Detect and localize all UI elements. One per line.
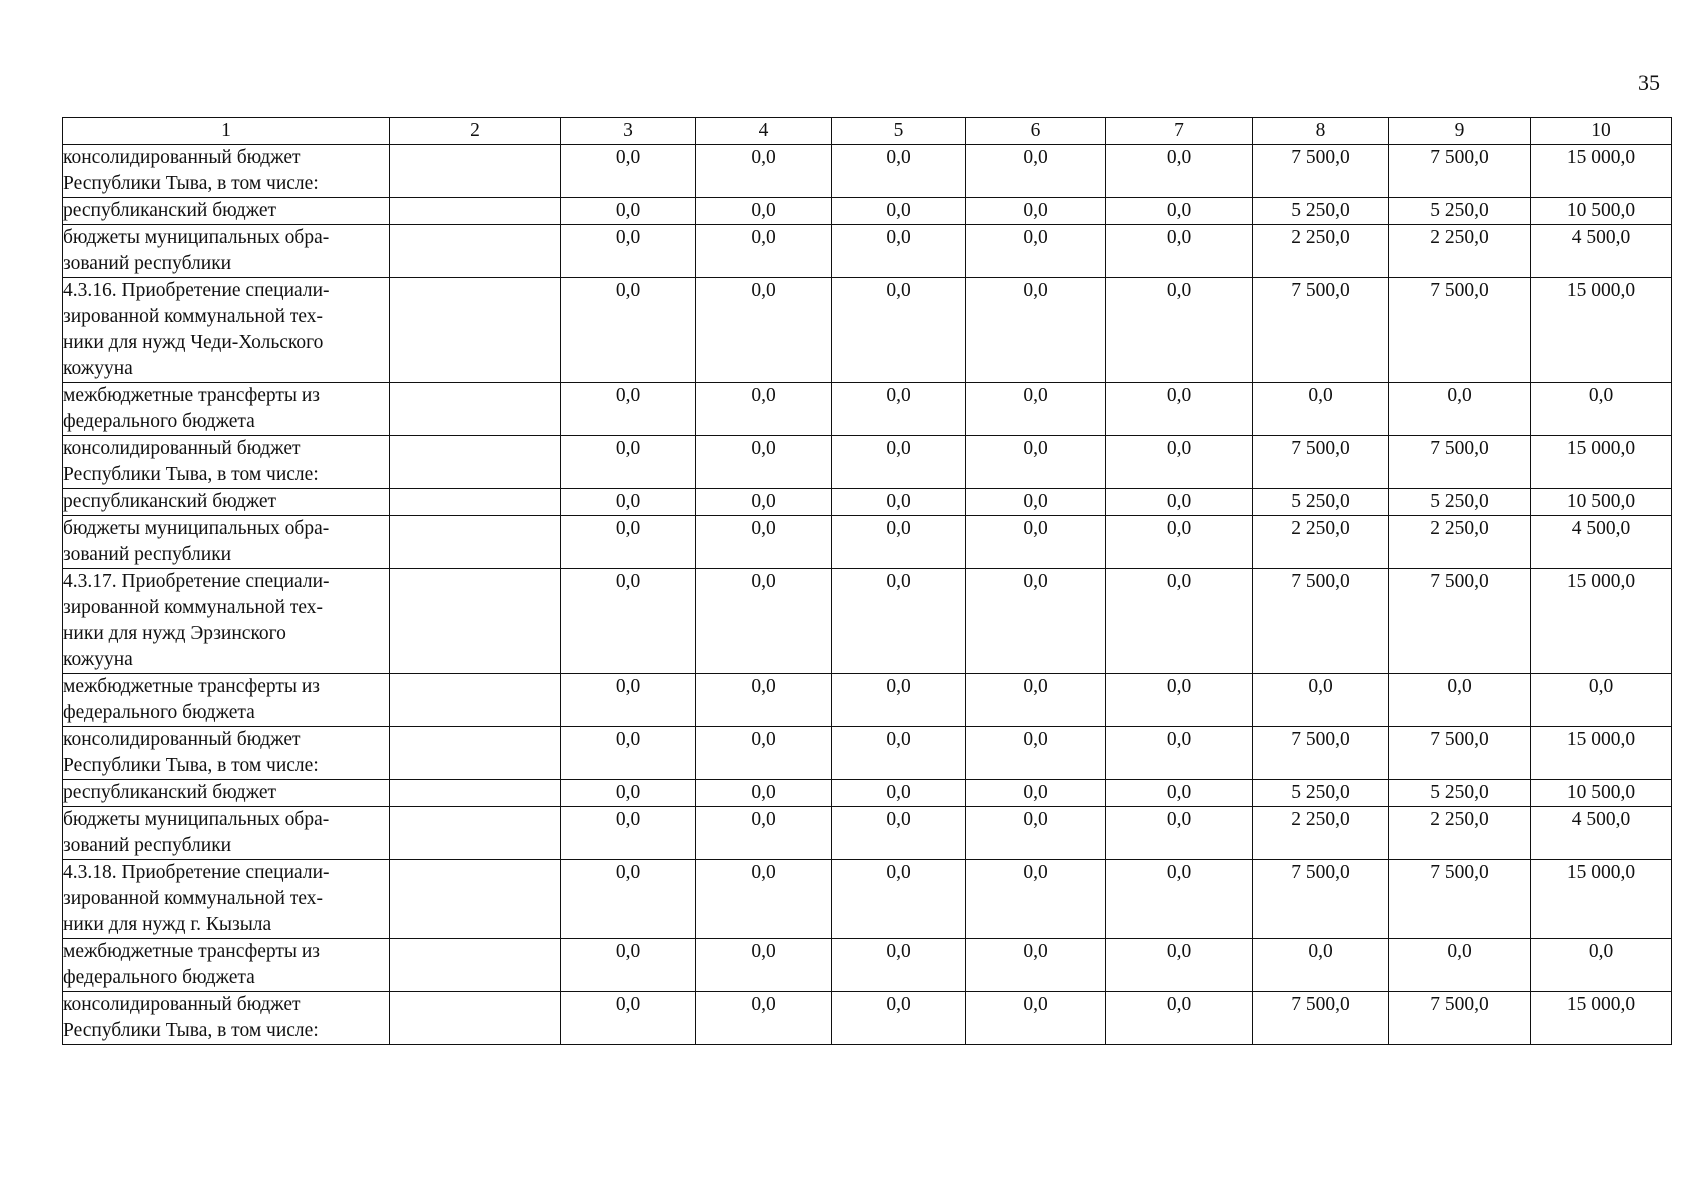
- value-cell: 7 500,0: [1253, 992, 1389, 1045]
- column-2-cell: [390, 225, 561, 278]
- table-row: [63, 674, 1672, 727]
- value-cell: 0,0: [966, 860, 1106, 939]
- row-description: 4.3.18. Приобретение специали- зированной коммунальной тех- ники для нужд г. Кызыла: [63, 860, 390, 939]
- value-cell: 15 000,0: [1531, 145, 1672, 198]
- table-row: [63, 860, 1672, 939]
- table-row: [63, 198, 1672, 225]
- value-cell: 0,0: [1106, 145, 1253, 198]
- value-cell: 0,0: [561, 780, 696, 807]
- value-cell: 0,0: [966, 516, 1106, 569]
- value-cell: 0,0: [1106, 860, 1253, 939]
- value-cell: 7 500,0: [1253, 278, 1389, 383]
- value-cell: 0,0: [966, 225, 1106, 278]
- row-description: республиканский бюджет: [63, 489, 390, 516]
- value-cell: 7 500,0: [1253, 436, 1389, 489]
- value-cell: 0,0: [696, 860, 832, 939]
- value-cell: 0,0: [832, 145, 966, 198]
- value-cell: 2 250,0: [1389, 516, 1531, 569]
- value-cell: 0,0: [561, 807, 696, 860]
- value-cell: 5 250,0: [1253, 198, 1389, 225]
- column-header: 6: [966, 118, 1106, 145]
- value-cell: 0,0: [1253, 939, 1389, 992]
- value-cell: 0,0: [832, 569, 966, 674]
- value-cell: 0,0: [1106, 489, 1253, 516]
- value-cell: 0,0: [696, 436, 832, 489]
- table-row: [63, 383, 1672, 436]
- value-cell: 7 500,0: [1253, 145, 1389, 198]
- value-cell: 0,0: [696, 489, 832, 516]
- value-cell: 0,0: [966, 198, 1106, 225]
- column-2-cell: [390, 727, 561, 780]
- value-cell: 0,0: [696, 807, 832, 860]
- row-description: 4.3.16. Приобретение специали- зированной коммунальной тех- ники для нужд Чеди-Хольского кожууна: [63, 278, 390, 383]
- row-description: консолидированный бюджет Республики Тыва, в том числе:: [63, 145, 390, 198]
- value-cell: 0,0: [561, 939, 696, 992]
- value-cell: 5 250,0: [1389, 198, 1531, 225]
- value-cell: 0,0: [696, 569, 832, 674]
- value-cell: 7 500,0: [1253, 569, 1389, 674]
- column-2-cell: [390, 436, 561, 489]
- value-cell: 0,0: [1106, 939, 1253, 992]
- value-cell: 0,0: [1531, 674, 1672, 727]
- value-cell: 15 000,0: [1531, 860, 1672, 939]
- column-2-cell: [390, 383, 561, 436]
- row-description: межбюджетные трансферты из федерального бюджета: [63, 939, 390, 992]
- value-cell: 0,0: [832, 436, 966, 489]
- value-cell: 7 500,0: [1389, 569, 1531, 674]
- value-cell: 10 500,0: [1531, 198, 1672, 225]
- value-cell: 2 250,0: [1253, 225, 1389, 278]
- value-cell: 0,0: [832, 674, 966, 727]
- value-cell: 4 500,0: [1531, 225, 1672, 278]
- value-cell: 0,0: [696, 939, 832, 992]
- value-cell: 0,0: [966, 436, 1106, 489]
- value-cell: 0,0: [696, 516, 832, 569]
- value-cell: 7 500,0: [1389, 860, 1531, 939]
- row-description: консолидированный бюджет Республики Тыва, в том числе:: [63, 436, 390, 489]
- value-cell: 0,0: [561, 383, 696, 436]
- column-2-cell: [390, 569, 561, 674]
- value-cell: 5 250,0: [1253, 489, 1389, 516]
- row-description: межбюджетные трансферты из федерального бюджета: [63, 383, 390, 436]
- value-cell: 0,0: [696, 780, 832, 807]
- value-cell: 0,0: [561, 674, 696, 727]
- column-2-cell: [390, 674, 561, 727]
- value-cell: 0,0: [1389, 674, 1531, 727]
- value-cell: 0,0: [1531, 939, 1672, 992]
- value-cell: 7 500,0: [1253, 860, 1389, 939]
- value-cell: 0,0: [832, 225, 966, 278]
- header-row: [63, 118, 1672, 145]
- column-header: 3: [561, 118, 696, 145]
- column-header: 1: [63, 118, 390, 145]
- value-cell: 0,0: [696, 145, 832, 198]
- value-cell: 0,0: [1253, 674, 1389, 727]
- value-cell: 0,0: [561, 569, 696, 674]
- column-header: 4: [696, 118, 832, 145]
- value-cell: 0,0: [832, 807, 966, 860]
- value-cell: 7 500,0: [1389, 278, 1531, 383]
- value-cell: 7 500,0: [1253, 727, 1389, 780]
- column-2-cell: [390, 992, 561, 1045]
- value-cell: 0,0: [561, 992, 696, 1045]
- value-cell: 0,0: [1106, 436, 1253, 489]
- value-cell: 0,0: [966, 727, 1106, 780]
- value-cell: 0,0: [966, 145, 1106, 198]
- value-cell: 0,0: [1106, 992, 1253, 1045]
- value-cell: 0,0: [561, 489, 696, 516]
- value-cell: 0,0: [832, 383, 966, 436]
- value-cell: 2 250,0: [1389, 225, 1531, 278]
- column-header: 9: [1389, 118, 1531, 145]
- table-row: [63, 436, 1672, 489]
- table-row: [63, 489, 1672, 516]
- row-description: 4.3.17. Приобретение специали- зированной коммунальной тех- ники для нужд Эрзинского кожууна: [63, 569, 390, 674]
- table-row: [63, 145, 1672, 198]
- value-cell: 0,0: [696, 992, 832, 1045]
- value-cell: 0,0: [966, 939, 1106, 992]
- value-cell: 0,0: [1106, 278, 1253, 383]
- value-cell: 0,0: [1106, 198, 1253, 225]
- value-cell: 0,0: [696, 225, 832, 278]
- value-cell: 0,0: [966, 780, 1106, 807]
- value-cell: 10 500,0: [1531, 780, 1672, 807]
- value-cell: 0,0: [561, 225, 696, 278]
- value-cell: 4 500,0: [1531, 807, 1672, 860]
- table-row: [63, 727, 1672, 780]
- column-2-cell: [390, 807, 561, 860]
- value-cell: 0,0: [966, 383, 1106, 436]
- value-cell: 15 000,0: [1531, 992, 1672, 1045]
- column-header: 10: [1531, 118, 1672, 145]
- value-cell: 5 250,0: [1389, 489, 1531, 516]
- value-cell: 0,0: [832, 198, 966, 225]
- value-cell: 0,0: [1531, 383, 1672, 436]
- value-cell: 0,0: [1106, 569, 1253, 674]
- table-row: [63, 939, 1672, 992]
- value-cell: 0,0: [832, 489, 966, 516]
- value-cell: 2 250,0: [1253, 516, 1389, 569]
- value-cell: 0,0: [1106, 780, 1253, 807]
- table-row: [63, 516, 1672, 569]
- table-row: [63, 569, 1672, 674]
- value-cell: 0,0: [696, 278, 832, 383]
- column-2-cell: [390, 939, 561, 992]
- value-cell: 7 500,0: [1389, 436, 1531, 489]
- value-cell: 0,0: [832, 278, 966, 383]
- table-row: [63, 780, 1672, 807]
- value-cell: 0,0: [1253, 383, 1389, 436]
- table-row: [63, 992, 1672, 1045]
- budget-table: [62, 117, 1672, 1045]
- row-description: бюджеты муниципальных обра- зований республики: [63, 807, 390, 860]
- value-cell: 7 500,0: [1389, 992, 1531, 1045]
- column-header: 2: [390, 118, 561, 145]
- column-2-cell: [390, 489, 561, 516]
- row-description: консолидированный бюджет Республики Тыва, в том числе:: [63, 727, 390, 780]
- value-cell: 5 250,0: [1389, 780, 1531, 807]
- value-cell: 0,0: [832, 780, 966, 807]
- value-cell: 0,0: [1106, 516, 1253, 569]
- value-cell: 0,0: [966, 992, 1106, 1045]
- table-body: [63, 145, 1672, 1045]
- column-2-cell: [390, 516, 561, 569]
- value-cell: 0,0: [561, 145, 696, 198]
- table-row: [63, 225, 1672, 278]
- table-row: [63, 278, 1672, 383]
- value-cell: 7 500,0: [1389, 145, 1531, 198]
- value-cell: 0,0: [832, 992, 966, 1045]
- value-cell: 15 000,0: [1531, 727, 1672, 780]
- value-cell: 0,0: [966, 807, 1106, 860]
- value-cell: 0,0: [966, 569, 1106, 674]
- value-cell: 15 000,0: [1531, 278, 1672, 383]
- row-description: межбюджетные трансферты из федерального бюджета: [63, 674, 390, 727]
- value-cell: 0,0: [696, 198, 832, 225]
- column-2-cell: [390, 145, 561, 198]
- value-cell: 5 250,0: [1253, 780, 1389, 807]
- value-cell: 0,0: [1106, 225, 1253, 278]
- column-header: 7: [1106, 118, 1253, 145]
- page-number: 35: [1638, 70, 1660, 95]
- value-cell: 2 250,0: [1253, 807, 1389, 860]
- value-cell: 7 500,0: [1389, 727, 1531, 780]
- row-description: бюджеты муниципальных обра- зований республики: [63, 516, 390, 569]
- table-row: [63, 807, 1672, 860]
- value-cell: 10 500,0: [1531, 489, 1672, 516]
- value-cell: 0,0: [561, 198, 696, 225]
- value-cell: 0,0: [696, 727, 832, 780]
- row-description: республиканский бюджет: [63, 198, 390, 225]
- row-description: бюджеты муниципальных обра- зований республики: [63, 225, 390, 278]
- value-cell: 0,0: [561, 727, 696, 780]
- value-cell: 4 500,0: [1531, 516, 1672, 569]
- column-header: 5: [832, 118, 966, 145]
- column-2-cell: [390, 860, 561, 939]
- value-cell: 0,0: [561, 516, 696, 569]
- value-cell: 15 000,0: [1531, 436, 1672, 489]
- value-cell: 2 250,0: [1389, 807, 1531, 860]
- value-cell: 0,0: [1106, 674, 1253, 727]
- value-cell: 0,0: [832, 939, 966, 992]
- value-cell: 0,0: [561, 860, 696, 939]
- row-description: консолидированный бюджет Республики Тыва, в том числе:: [63, 992, 390, 1045]
- column-2-cell: [390, 198, 561, 225]
- value-cell: 0,0: [696, 674, 832, 727]
- value-cell: 15 000,0: [1531, 569, 1672, 674]
- value-cell: 0,0: [966, 489, 1106, 516]
- value-cell: 0,0: [1389, 939, 1531, 992]
- value-cell: 0,0: [561, 436, 696, 489]
- row-description: республиканский бюджет: [63, 780, 390, 807]
- value-cell: 0,0: [832, 860, 966, 939]
- value-cell: 0,0: [1106, 727, 1253, 780]
- value-cell: 0,0: [832, 727, 966, 780]
- value-cell: 0,0: [966, 278, 1106, 383]
- value-cell: 0,0: [966, 674, 1106, 727]
- value-cell: 0,0: [1106, 807, 1253, 860]
- column-2-cell: [390, 780, 561, 807]
- column-2-cell: [390, 278, 561, 383]
- value-cell: 0,0: [1389, 383, 1531, 436]
- column-header: 8: [1253, 118, 1389, 145]
- value-cell: 0,0: [696, 383, 832, 436]
- value-cell: 0,0: [1106, 383, 1253, 436]
- value-cell: 0,0: [561, 278, 696, 383]
- value-cell: 0,0: [832, 516, 966, 569]
